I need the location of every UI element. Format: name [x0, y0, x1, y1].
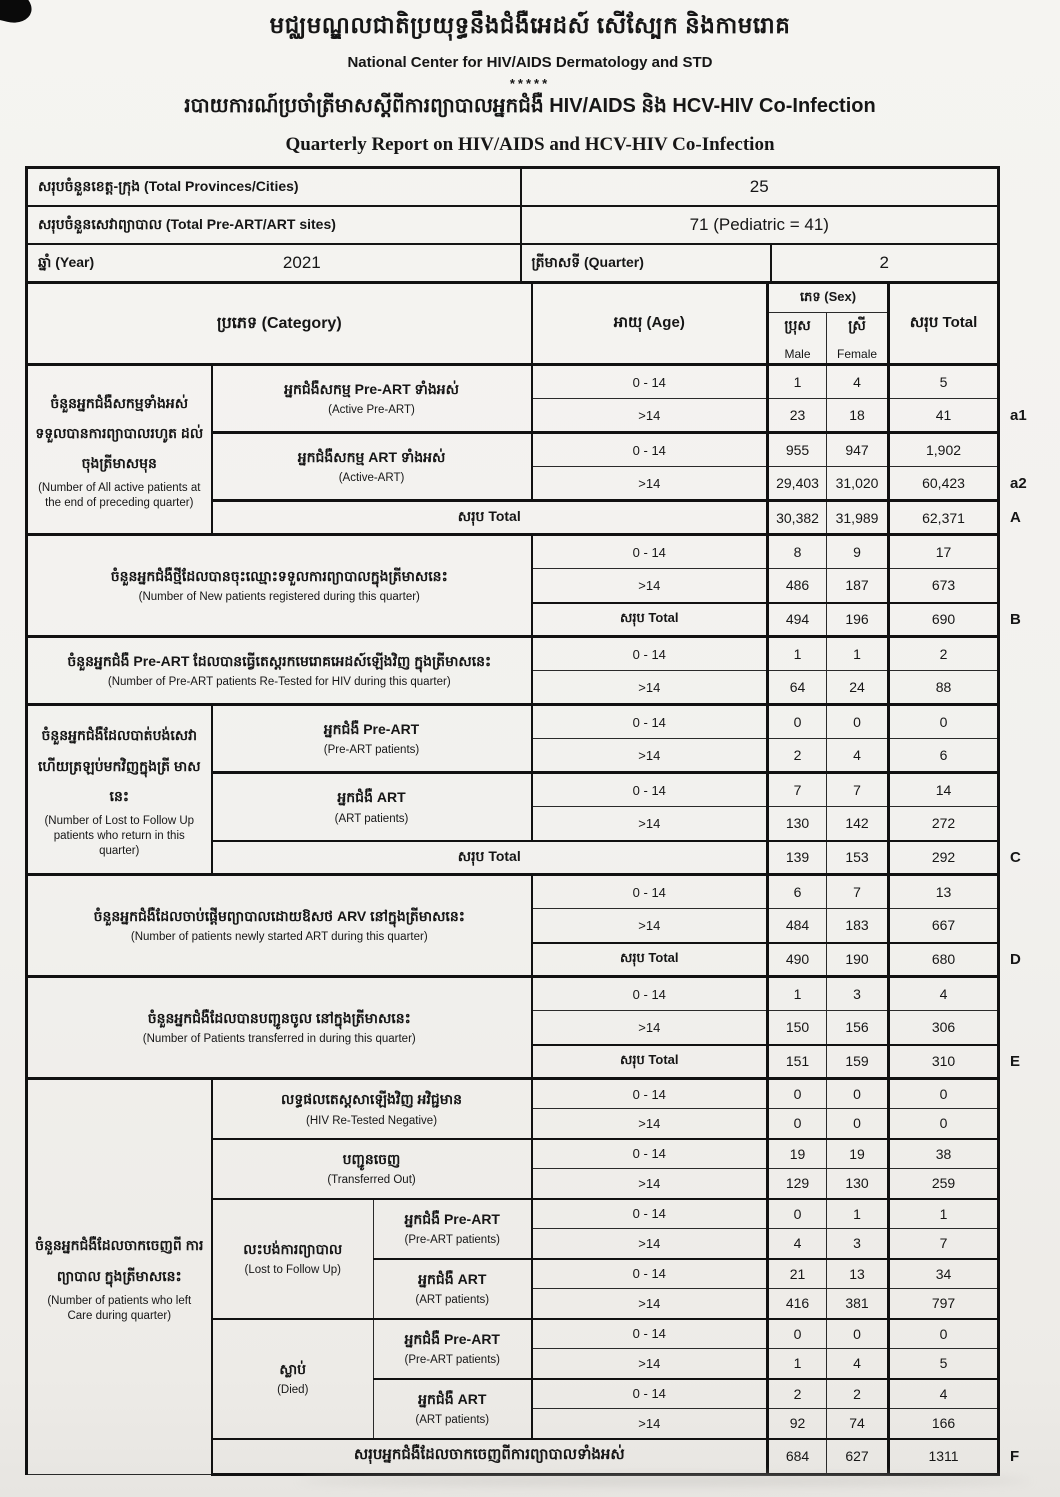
- khmer-label: លះបង់ការព្យាបាល: [243, 1240, 343, 1257]
- female-value: 153: [827, 841, 889, 875]
- total-value: 310: [889, 1045, 999, 1079]
- total-value: 4: [889, 1379, 999, 1409]
- english-label: (Active-ART): [338, 472, 405, 485]
- female-label-english: Female: [837, 346, 878, 361]
- total-value: 6: [889, 739, 999, 773]
- khmer-label: ចំនួនអ្នកជំងឺដែលបាត់បង់សេវា ហើយត្រឡប់មកវិញក្នុងត្រី មាសនេះ: [37, 727, 201, 804]
- age-cell: 0 - 14: [532, 433, 768, 467]
- total-value: 306: [889, 1011, 999, 1045]
- age-cell: >14: [532, 1109, 768, 1139]
- female-value: 183: [827, 909, 889, 943]
- total-value: 17: [889, 535, 999, 569]
- group-label-lost-to-followup: [212, 1199, 374, 1319]
- female-value: 381: [827, 1289, 889, 1319]
- english-label: (Number of Lost to Follow Up patients who return in this quarter): [44, 814, 195, 857]
- total-value: 88: [889, 671, 999, 705]
- stars-divider: *****: [509, 76, 551, 91]
- english-label: (ART patients): [415, 1294, 490, 1307]
- khmer-label: លទ្ធផលតេស្តសាឡើងវិញ អវិជ្ជមាន: [281, 1090, 462, 1107]
- english-label: (Died): [277, 1384, 309, 1397]
- female-value: 1: [827, 1199, 889, 1229]
- total-value: 0: [889, 705, 999, 739]
- male-value: 1: [768, 365, 827, 399]
- age-cell: >14: [532, 739, 768, 773]
- male-value: 1: [768, 637, 827, 671]
- section-b-label: [27, 535, 532, 637]
- margin-spacer: [999, 433, 1044, 467]
- female-value: 4: [827, 739, 889, 773]
- margin-spacer: [999, 283, 1044, 365]
- margin-ref-a1: a1: [1010, 407, 1027, 424]
- group-label-transferred-out: [212, 1139, 532, 1199]
- age-cell: >14: [532, 1289, 768, 1319]
- khmer-label: ចំនួនអ្នកជំងឺដែលចាប់ផ្តើមព្យាបាលដោយឱសថ ARV នៅក្នុងត្រីមាសនេះ: [93, 907, 465, 924]
- khmer-label: អ្នកជំងឺ Pre-ART: [404, 1210, 500, 1227]
- khmer-label: បញ្ជូនចេញ: [342, 1150, 401, 1167]
- table-row: [27, 637, 1044, 671]
- male-value: 64: [768, 671, 827, 705]
- male-value: 19: [768, 1139, 827, 1169]
- total-value: 62,371: [889, 501, 999, 535]
- male-value: 684: [768, 1439, 827, 1475]
- margin-ref-C: C: [1010, 849, 1021, 866]
- total-value: 4: [889, 977, 999, 1011]
- margin-spacer: [999, 705, 1044, 739]
- margin-spacer: [999, 1409, 1044, 1439]
- female-value: 24: [827, 671, 889, 705]
- group-label-retest-negative: [212, 1079, 532, 1139]
- total-value: 14: [889, 773, 999, 807]
- total-value: 259: [889, 1169, 999, 1199]
- margin-ref-A: A: [1010, 509, 1021, 526]
- margin-spacer: [999, 569, 1044, 603]
- subgroup-label-preart: [374, 1319, 532, 1379]
- male-value: 129: [768, 1169, 827, 1199]
- table-row: [27, 875, 1044, 909]
- margin-spacer: [999, 365, 1044, 399]
- section-d-label: [27, 875, 532, 977]
- female-value: 31,989: [827, 501, 889, 535]
- subgroup-label-art: [374, 1379, 532, 1439]
- section-c-label: [27, 705, 212, 875]
- english-label: (Transferred Out): [327, 1174, 416, 1187]
- subgroup-label-art: [374, 1259, 532, 1319]
- sites-label: សរុបចំនួនសេវាព្យាបាល (Total Pre-ART/ART sites): [27, 206, 521, 244]
- english-label: (HIV Re-Tested Negative): [306, 1114, 438, 1127]
- age-cell: >14: [532, 1169, 768, 1199]
- total-header: សរុប Total: [889, 283, 999, 365]
- year-quarter-row: [27, 244, 999, 283]
- female-value: 31,020: [827, 467, 889, 501]
- total-value: 41: [889, 399, 999, 433]
- margin-ref-B: B: [1010, 611, 1021, 628]
- english-label: (Number of Pre-ART patients Re-Tested for HIV during this quarter): [107, 676, 451, 689]
- male-value: 490: [768, 943, 827, 977]
- female-value: 0: [827, 1079, 889, 1109]
- total-value: 166: [889, 1409, 999, 1439]
- total-value: 60,423: [889, 467, 999, 501]
- year-label: ឆ្នាំ (Year): [38, 253, 95, 270]
- female-value: 7: [827, 875, 889, 909]
- female-value: 13: [827, 1259, 889, 1289]
- female-label-khmer: ស្រី: [848, 316, 866, 333]
- age-cell: 0 - 14: [532, 977, 768, 1011]
- female-value: 142: [827, 807, 889, 841]
- total-value: 1311: [889, 1439, 999, 1475]
- khmer-label: អ្នកជំងឺសកម្ម Pre-ART ទាំងអស់: [284, 380, 459, 397]
- english-label: (Pre-ART patients): [323, 744, 420, 757]
- total-row-label: សរុប Total: [532, 1045, 768, 1079]
- khmer-label: ចំនួនអ្នកជំងឺសកម្មទាំងអស់ ទទួលបានការព្យាបាលរហូត ដល់ចុងត្រីមាសមុន: [35, 394, 204, 472]
- age-cell: >14: [532, 467, 768, 501]
- male-value: 150: [768, 1011, 827, 1045]
- age-cell: >14: [532, 1229, 768, 1259]
- scan-shadow-artifact: [300, 1476, 1030, 1485]
- male-value: 139: [768, 841, 827, 875]
- male-value: 484: [768, 909, 827, 943]
- age-cell: 0 - 14: [532, 875, 768, 909]
- margin-spacer: [999, 1319, 1044, 1349]
- margin-spacer: [999, 1109, 1044, 1139]
- margin-ref-a2: a2: [1010, 475, 1027, 492]
- org-title-khmer: មជ្ឈមណ្ឌលជាតិប្រយុទ្ធនឹងជំងឺអេដស៍ សើស្បែក និងកាមរោគ: [269, 12, 791, 38]
- female-value: 7: [827, 773, 889, 807]
- khmer-label: អ្នកជំងឺ ART: [337, 788, 406, 805]
- khmer-label: អ្នកជំងឺ ART: [418, 1390, 487, 1407]
- total-value: 34: [889, 1259, 999, 1289]
- total-value: 2: [889, 637, 999, 671]
- age-cell: 0 - 14: [532, 1259, 768, 1289]
- total-row-label: សរុប Total: [212, 501, 768, 535]
- sites-value: 71 (Pediatric = 41): [521, 206, 999, 244]
- total-value: 13: [889, 875, 999, 909]
- age-cell: >14: [532, 569, 768, 603]
- total-value: 292: [889, 841, 999, 875]
- male-value: 0: [768, 1079, 827, 1109]
- male-label-khmer: ប្រុស: [784, 316, 811, 333]
- male-value: 1: [768, 1349, 827, 1379]
- report-title-khmer: របាយការណ៍ប្រចាំត្រីមាសស្តីពីការព្យាបាលអ្នកជំងឺ HIV/AIDS និង HCV-HIV Co-Infection: [184, 95, 876, 117]
- total-row-label: សរុប Total: [532, 603, 768, 637]
- total-value: 5: [889, 365, 999, 399]
- female-value: 19: [827, 1139, 889, 1169]
- english-label: (Number of New patients registered during this quarter): [138, 591, 420, 604]
- female-value: 0: [827, 705, 889, 739]
- total-value: 797: [889, 1289, 999, 1319]
- table-row: [27, 1079, 1044, 1109]
- provinces-row: [27, 168, 999, 207]
- age-cell: 0 - 14: [532, 535, 768, 569]
- khmer-label: ចំនួនអ្នកជំងឺថ្មីដែលបានចុះឈ្មោះទទួលការព្យាបាលក្នុងត្រីមាសនេះ: [110, 567, 448, 584]
- female-value: 130: [827, 1169, 889, 1199]
- age-cell: 0 - 14: [532, 773, 768, 807]
- khmer-label: ចំនួនអ្នកជំងឺដែលបានបញ្ជូនចូល នៅក្នុងត្រីមាសនេះ: [147, 1009, 411, 1026]
- male-value: 2: [768, 739, 827, 773]
- female-value: 3: [827, 977, 889, 1011]
- table-header-row: [27, 283, 1044, 313]
- margin-spacer: [999, 1079, 1044, 1109]
- english-label: (Lost to Follow Up): [244, 1264, 341, 1277]
- total-value: 7: [889, 1229, 999, 1259]
- english-label: (Number of patients newly started ART during this quarter): [130, 931, 428, 944]
- margin-ref-D: D: [1010, 951, 1021, 968]
- khmer-label: ចំនួនអ្នកជំងឺដែលចាកចេញពី ការព្យាបាល ក្នុងត្រីមាសនេះ: [35, 1237, 204, 1284]
- total-row-label: សរុបអ្នកជំងឺដែលចាកចេញពីការព្យាបាលទាំងអស់: [212, 1439, 768, 1475]
- age-cell: 0 - 14: [532, 1139, 768, 1169]
- english-label: (Active Pre-ART): [328, 404, 415, 417]
- total-row-label: សរុប Total: [212, 841, 768, 875]
- age-cell: >14: [532, 1409, 768, 1439]
- age-cell: >14: [532, 1011, 768, 1045]
- total-row-label: សរុប Total: [532, 943, 768, 977]
- total-value: 690: [889, 603, 999, 637]
- male-value: 0: [768, 1319, 827, 1349]
- total-value: 5: [889, 1349, 999, 1379]
- khmer-label: ស្លាប់: [279, 1360, 307, 1377]
- margin-spacer: [999, 773, 1044, 807]
- male-value: 1: [768, 977, 827, 1011]
- table-row: [27, 977, 1044, 1011]
- male-value: 416: [768, 1289, 827, 1319]
- age-cell: >14: [532, 671, 768, 705]
- female-value: 190: [827, 943, 889, 977]
- female-value: 9: [827, 535, 889, 569]
- male-value: 7: [768, 773, 827, 807]
- org-title-english: National Center for HIV/AIDS Dermatology and STD: [347, 54, 713, 71]
- total-value: 673: [889, 569, 999, 603]
- table-row: [27, 535, 1044, 569]
- category-header: ប្រភេទ (Category): [27, 283, 532, 365]
- age-cell: >14: [532, 399, 768, 433]
- khmer-label: ចំនួនអ្នកជំងឺ Pre-ART ដែលបានធ្វើតេស្តរកមេរោគអេដស៍ឡើងវិញ ក្នុងត្រីមាសនេះ: [67, 652, 492, 669]
- male-value: 955: [768, 433, 827, 467]
- male-value: 494: [768, 603, 827, 637]
- female-value: 627: [827, 1439, 889, 1475]
- female-value: 947: [827, 433, 889, 467]
- female-value: 74: [827, 1409, 889, 1439]
- khmer-label: អ្នកជំងឺ ART: [418, 1270, 487, 1287]
- group-label-died: [212, 1319, 374, 1439]
- total-value: 0: [889, 1079, 999, 1109]
- total-value: 272: [889, 807, 999, 841]
- total-value: 0: [889, 1319, 999, 1349]
- age-cell: 0 - 14: [532, 1379, 768, 1409]
- margin-spacer: [999, 875, 1044, 909]
- khmer-label: អ្នកជំងឺ Pre-ART: [323, 720, 420, 737]
- female-value: 156: [827, 1011, 889, 1045]
- margin-spacer: [999, 909, 1044, 943]
- margin-spacer: [999, 1349, 1044, 1379]
- margin-spacer: [999, 1379, 1044, 1409]
- female-value: 0: [827, 1319, 889, 1349]
- quarter-label: ត្រីមាសទី (Quarter): [521, 244, 771, 283]
- female-value: 187: [827, 569, 889, 603]
- total-value: 1: [889, 1199, 999, 1229]
- provinces-value: 25: [521, 168, 999, 207]
- sex-header: ភេទ (Sex): [768, 283, 889, 313]
- male-value: 486: [768, 569, 827, 603]
- table-row: [27, 705, 1044, 739]
- margin-spacer: [999, 1011, 1044, 1045]
- english-label: (Number of Patients transferred in during this quarter): [142, 1033, 416, 1046]
- age-cell: 0 - 14: [532, 365, 768, 399]
- margin-spacer: [999, 807, 1044, 841]
- section-b2-label: [27, 637, 532, 705]
- male-value: 92: [768, 1409, 827, 1439]
- total-value: 667: [889, 909, 999, 943]
- female-value: 0: [827, 1109, 889, 1139]
- male-value: 29,403: [768, 467, 827, 501]
- margin-spacer: [999, 977, 1044, 1011]
- section-e-label: [27, 977, 532, 1079]
- margin-ref-F: F: [1010, 1448, 1020, 1465]
- margin-spacer: [999, 739, 1044, 773]
- female-value: 159: [827, 1045, 889, 1079]
- subgroup-label-preart: [374, 1199, 532, 1259]
- age-cell: >14: [532, 909, 768, 943]
- female-value: 1: [827, 637, 889, 671]
- english-label: (Pre-ART patients): [404, 1234, 500, 1247]
- male-label-english: Male: [784, 346, 811, 361]
- age-header: អាយុ (Age): [532, 283, 768, 365]
- year-value: 2021: [282, 253, 321, 272]
- quarter-value: 2: [771, 244, 999, 283]
- provinces-label: សរុបចំនួនខេត្ត-ក្រុង (Total Provinces/Cities): [27, 168, 521, 207]
- margin-spacer: [999, 1289, 1044, 1319]
- english-label: (Number of All active patients at the end of preceding quarter): [38, 482, 201, 510]
- english-label: (ART patients): [415, 1414, 490, 1427]
- group-label-active-art: [212, 433, 532, 501]
- section-a-label: [27, 365, 212, 535]
- sites-row: [27, 206, 999, 244]
- english-label: (ART patients): [334, 812, 409, 825]
- english-label: (Pre-ART patients): [404, 1354, 500, 1367]
- male-value: 23: [768, 399, 827, 433]
- age-cell: 0 - 14: [532, 705, 768, 739]
- margin-spacer: [999, 1169, 1044, 1199]
- age-cell: 0 - 14: [532, 1199, 768, 1229]
- table-row: [27, 365, 1044, 399]
- margin-spacer: [999, 1259, 1044, 1289]
- group-label-art: [212, 773, 532, 841]
- khmer-label: អ្នកជំងឺសកម្ម ART ទាំងអស់: [297, 448, 446, 465]
- age-cell: >14: [532, 1349, 768, 1379]
- male-value: 8: [768, 535, 827, 569]
- total-value: 38: [889, 1139, 999, 1169]
- age-cell: >14: [532, 807, 768, 841]
- male-header: [768, 313, 827, 365]
- male-value: 0: [768, 1109, 827, 1139]
- section-f-label: [27, 1079, 212, 1475]
- female-value: 196: [827, 603, 889, 637]
- female-value: 4: [827, 365, 889, 399]
- male-value: 130: [768, 807, 827, 841]
- male-value: 0: [768, 705, 827, 739]
- total-value: 0: [889, 1109, 999, 1139]
- report-data-table: [25, 281, 1044, 1476]
- group-label-preart: [212, 705, 532, 773]
- margin-spacer: [999, 1229, 1044, 1259]
- group-label-active-preart: [212, 365, 532, 433]
- female-value: 4: [827, 1349, 889, 1379]
- report-title-english: Quarterly Report on HIV/AIDS and HCV-HIV Co-Infection: [285, 134, 775, 155]
- english-label: (Number of patients who left Care during quarter): [47, 1294, 192, 1322]
- age-cell: 0 - 14: [532, 1319, 768, 1349]
- margin-spacer: [999, 1139, 1044, 1169]
- khmer-label: អ្នកជំងឺ Pre-ART: [404, 1330, 500, 1347]
- male-value: 6: [768, 875, 827, 909]
- male-value: 4: [768, 1229, 827, 1259]
- margin-spacer: [999, 535, 1044, 569]
- male-value: 151: [768, 1045, 827, 1079]
- margin-ref-E: E: [1010, 1053, 1021, 1070]
- margin-spacer: [999, 1199, 1044, 1229]
- margin-spacer: [999, 637, 1044, 671]
- male-value: 0: [768, 1199, 827, 1229]
- female-header: [827, 313, 889, 365]
- male-value: 30,382: [768, 501, 827, 535]
- female-value: 3: [827, 1229, 889, 1259]
- margin-spacer: [999, 671, 1044, 705]
- female-value: 2: [827, 1379, 889, 1409]
- age-cell: 0 - 14: [532, 1079, 768, 1109]
- male-value: 21: [768, 1259, 827, 1289]
- total-value: 1,902: [889, 433, 999, 467]
- total-value: 680: [889, 943, 999, 977]
- female-value: 18: [827, 399, 889, 433]
- report-info-table: [25, 166, 1000, 284]
- age-cell: 0 - 14: [532, 637, 768, 671]
- year-cell: [27, 244, 521, 283]
- male-value: 2: [768, 1379, 827, 1409]
